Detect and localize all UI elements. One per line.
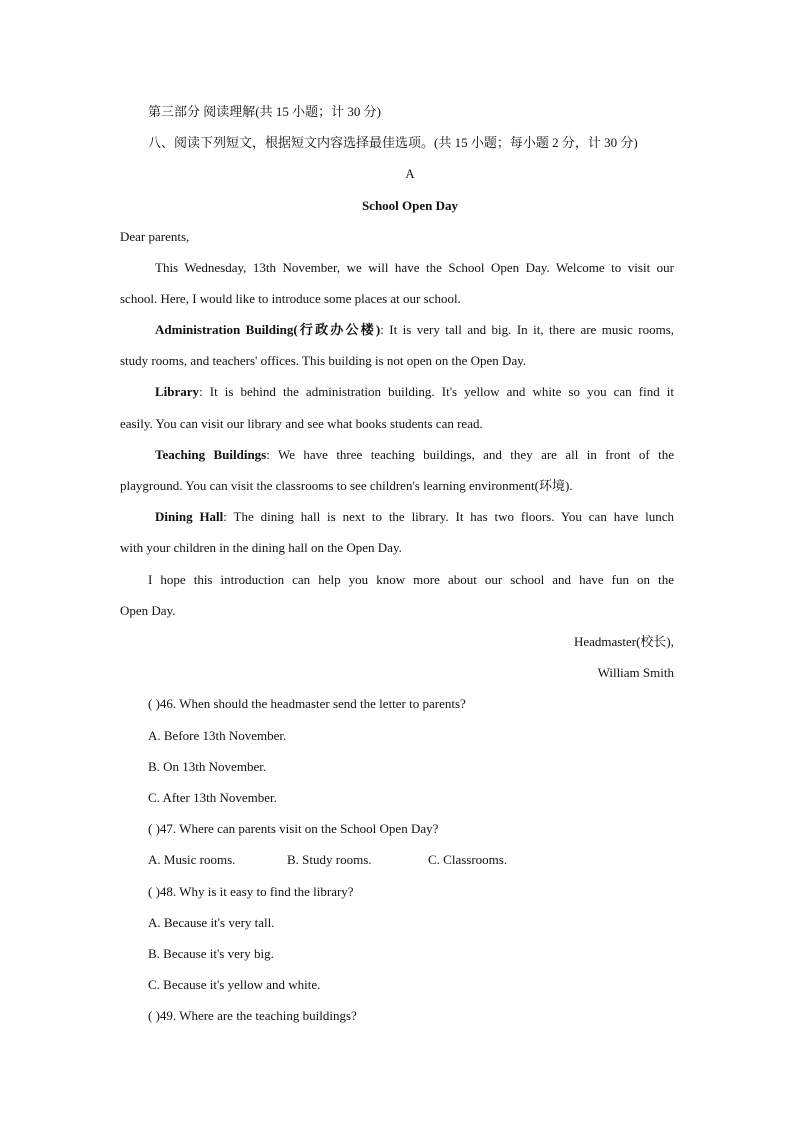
question-text: 46. When should the headmaster send the letter to parents? xyxy=(159,696,466,711)
teaching-term: Teaching Buildings xyxy=(155,447,267,462)
dining-paragraph-line-1 xyxy=(155,509,674,525)
q47-option-b: B. Study rooms. xyxy=(287,852,372,867)
q46-option-b: B. On 13th November. xyxy=(148,759,267,774)
teaching-paragraph-line-2: playground. You can visit the classrooms to see children's learning environment(环境). xyxy=(120,478,573,493)
closing-line-1: I hope this introduction can help you know more about our school and have fun on the xyxy=(148,572,674,587)
library-text: : It is behind the administration building. It's yellow and white so you can find it xyxy=(199,384,674,399)
q47-option-c: C. Classrooms. xyxy=(428,852,508,867)
greeting: Dear parents, xyxy=(120,229,190,244)
section-instruction: 八、阅读下列短文，根据短文内容选择最佳选项。(共 15 小题；每小题 2 分，计 30 分) xyxy=(148,135,638,150)
answer-blank: ( ) xyxy=(148,821,160,836)
question-47 xyxy=(148,821,438,837)
answer-blank: ( ) xyxy=(148,696,160,711)
dining-term: Dining Hall xyxy=(155,509,224,524)
intro-line-2: school. Here, I would like to introduce some places at our school. xyxy=(120,291,461,306)
part-title: 第三部分 阅读理解(共 15 小题；计 30 分) xyxy=(148,104,381,119)
q46-option-a: A. Before 13th November. xyxy=(148,728,287,743)
answer-blank: ( ) xyxy=(148,884,160,899)
closing-line-2: Open Day. xyxy=(120,603,176,618)
dining-paragraph-line-2: with your children in the dining hall on the Open Day. xyxy=(120,540,402,555)
passage-letter: A xyxy=(405,166,415,181)
dining-text: : The dining hall is next to the library. It has two floors. You can have lunch xyxy=(223,509,674,524)
library-paragraph-line-1 xyxy=(155,384,674,400)
teaching-text: : We have three teaching buildings, and they are all in front of the xyxy=(266,447,674,462)
answer-blank: ( ) xyxy=(148,1008,160,1023)
question-48 xyxy=(148,884,354,900)
passage-title: School Open Day xyxy=(361,198,459,213)
q48-option-c: C. Because it's yellow and white. xyxy=(148,977,321,992)
teaching-paragraph-line-1 xyxy=(155,447,674,463)
question-46 xyxy=(148,696,466,712)
question-text: 47. Where can parents visit on the School Open Day? xyxy=(159,821,439,836)
q46-option-c: C. After 13th November. xyxy=(148,790,277,805)
q48-option-b: B. Because it's very big. xyxy=(148,946,274,961)
question-text: 49. Where are the teaching buildings? xyxy=(159,1008,357,1023)
q48-option-a: A. Because it's very tall. xyxy=(148,915,275,930)
library-paragraph-line-2: easily. You can visit our library and see what books students can read. xyxy=(120,416,483,431)
q47-option-a: A. Music rooms. xyxy=(148,852,236,867)
question-text: 48. Why is it easy to find the library? xyxy=(159,884,354,899)
admin-paragraph-line-2: study rooms, and teachers' offices. This building is not open on the Open Day. xyxy=(120,353,527,368)
signature-name: William Smith xyxy=(597,665,674,680)
admin-paragraph-line-1 xyxy=(155,322,674,338)
question-49 xyxy=(148,1008,357,1024)
admin-term: Administration Building(行政办公楼) xyxy=(155,322,381,337)
admin-text: : It is very tall and big. In it, there are music rooms, xyxy=(380,322,675,337)
library-term: Library xyxy=(155,384,200,399)
intro-line-1: This Wednesday, 13th November, we will have the School Open Day. Welcome to visit our xyxy=(155,260,674,275)
signature-title: Headmaster(校长), xyxy=(574,634,674,649)
